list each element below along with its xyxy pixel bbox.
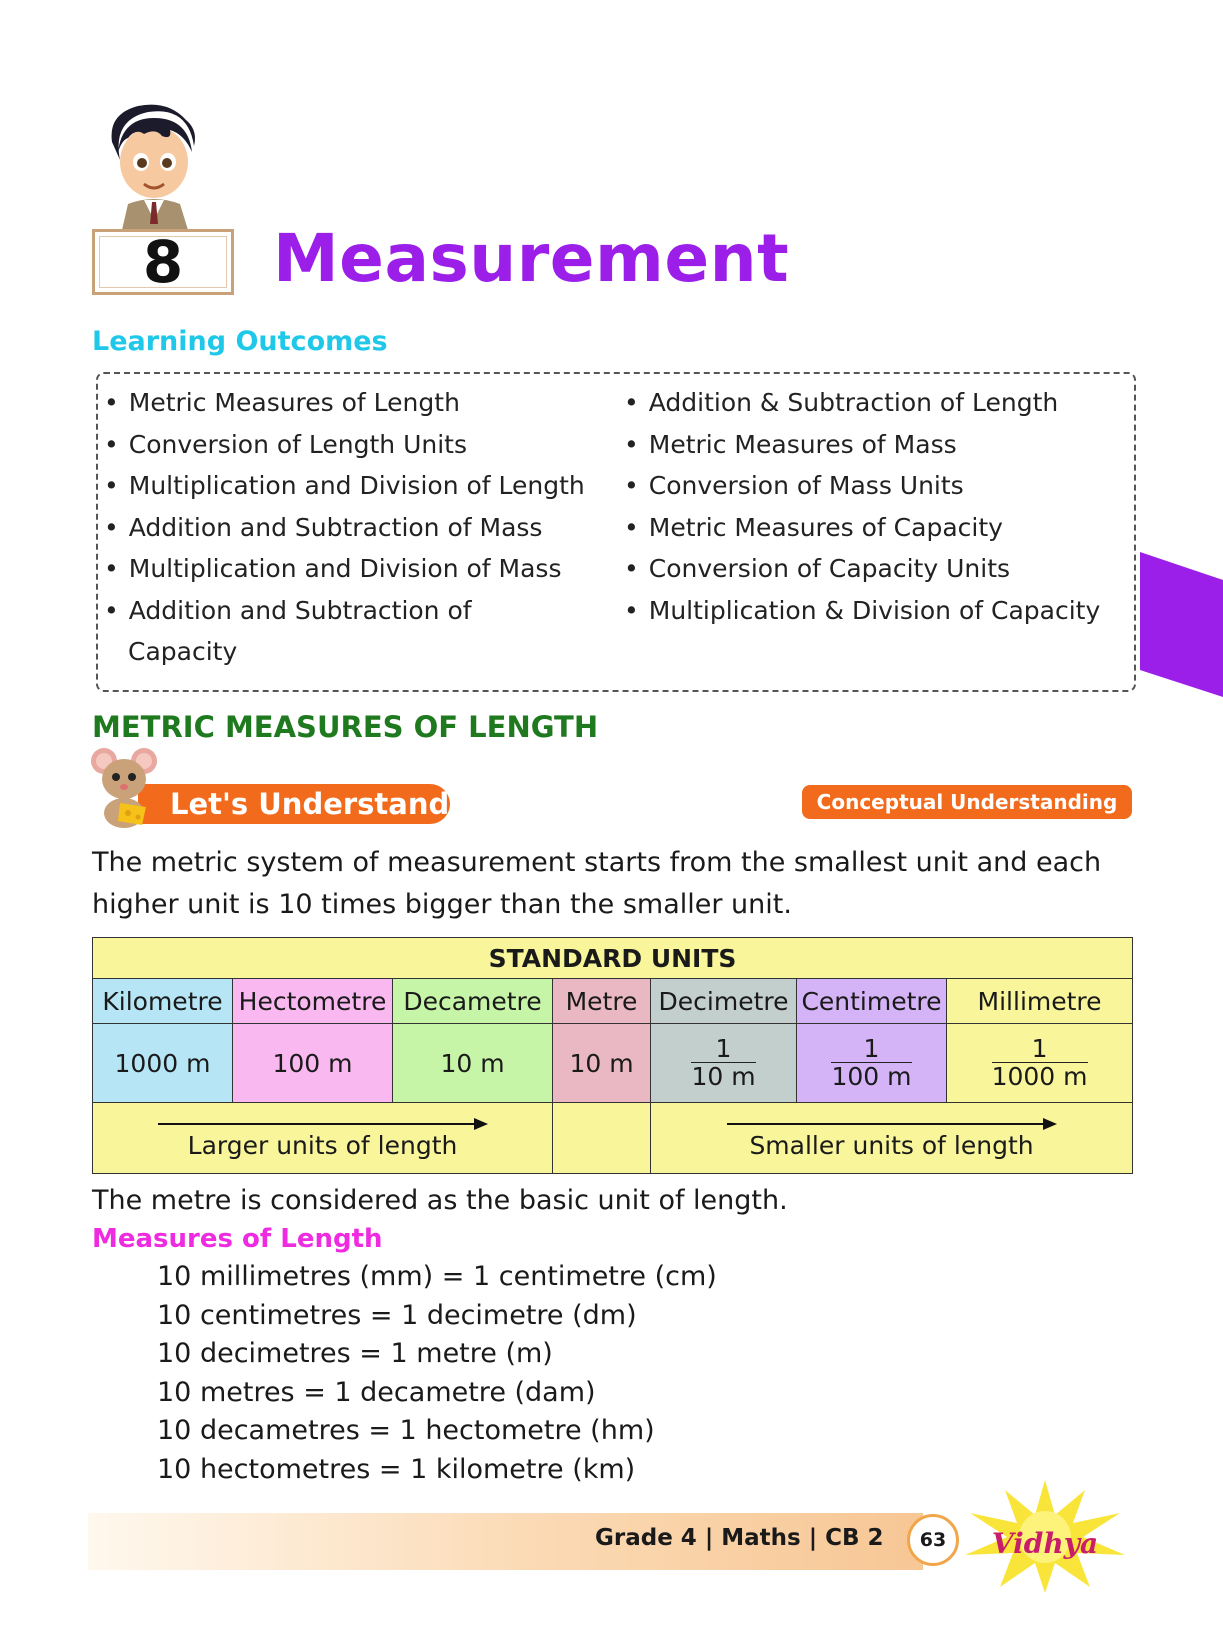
footer-text: Grade 4 | Maths | CB 2	[595, 1525, 884, 1551]
learning-outcomes-box	[96, 372, 1136, 692]
outcome-item: • Metric Measures of Capacity	[624, 507, 1100, 549]
outcome-item: • Multiplication and Division of Length	[104, 465, 585, 507]
outcome-item: • Addition & Subtraction of Length	[624, 382, 1100, 424]
unit-header-hectometre: Hectometre	[233, 979, 393, 1024]
right-arrow-icon	[158, 1117, 488, 1131]
fraction-numerator: 1	[992, 1035, 1088, 1063]
intro-paragraph: The metric system of measurement starts from the smallest unit and each higher unit is 10 times bigger than the smaller unit.	[92, 847, 1102, 920]
mouse-mascot-illustration	[90, 745, 158, 829]
outcome-item: • Addition and Subtraction of	[104, 590, 585, 632]
fraction	[992, 1035, 1088, 1090]
unit-value-metre: 10 m	[553, 1024, 651, 1103]
outcome-item: • Metric Measures of Length	[104, 382, 585, 424]
measure-item: 10 millimetres (mm) = 1 centimetre (cm)	[157, 1261, 717, 1292]
learning-outcomes-right-list	[624, 382, 1100, 631]
fraction-denominator: 100 m	[831, 1062, 912, 1091]
unit-header-millimetre: Millimetre	[947, 979, 1133, 1024]
logo-text: Vidhya	[991, 1527, 1099, 1560]
page-number: 63	[919, 1529, 947, 1551]
unit-value-kilometre: 1000 m	[93, 1024, 233, 1103]
outcome-item: • Conversion of Capacity Units	[624, 548, 1100, 590]
measures-list	[157, 1258, 717, 1489]
standard-units-table	[92, 937, 1133, 1174]
fraction-numerator: 1	[691, 1035, 755, 1063]
table-title: STANDARD UNITS	[93, 938, 1133, 979]
measures-heading: Measures of Length	[92, 1224, 383, 1254]
unit-header-decimetre: Decimetre	[651, 979, 797, 1024]
conceptual-understanding-badge: Conceptual Understanding	[802, 785, 1132, 819]
empty-cell	[553, 1103, 651, 1174]
lets-understand-banner: Let's Understand	[138, 784, 450, 824]
fraction-numerator: 1	[831, 1035, 911, 1063]
outcome-item: • Multiplication and Division of Mass	[104, 548, 585, 590]
unit-value-centimetre	[797, 1024, 947, 1103]
fraction	[691, 1035, 755, 1090]
measure-item: 10 decimetres = 1 metre (m)	[157, 1338, 553, 1369]
unit-header-metre: Metre	[553, 979, 651, 1024]
unit-value-hectometre: 100 m	[233, 1024, 393, 1103]
vidhya-logo	[955, 1475, 1135, 1595]
unit-header-decametre: Decametre	[393, 979, 553, 1024]
unit-header-kilometre: Kilometre	[93, 979, 233, 1024]
fraction	[831, 1035, 911, 1090]
larger-units-label: Larger units of length	[187, 1130, 458, 1160]
measure-item: 10 hectometres = 1 kilometre (km)	[157, 1453, 636, 1485]
outcome-item: • Conversion of Length Units	[104, 424, 585, 466]
section-title: METRIC MEASURES OF LENGTH	[92, 710, 599, 744]
measure-item: 10 metres = 1 decametre (dam)	[157, 1376, 596, 1408]
unit-value-decametre: 10 m	[393, 1024, 553, 1103]
unit-header-centimetre: Centimetre	[797, 979, 947, 1024]
outcome-item: • Addition and Subtraction of Mass	[104, 507, 585, 549]
smaller-units-cell	[651, 1103, 1133, 1174]
basic-unit-statement: The metre is considered as the basic unit of length.	[92, 1185, 788, 1216]
fraction-denominator: 1000 m	[991, 1062, 1088, 1091]
outcome-item: • Conversion of Mass Units	[624, 465, 1100, 507]
fraction-denominator: 10 m	[691, 1062, 756, 1091]
right-arrow-icon	[727, 1117, 1057, 1131]
smaller-units-label: Smaller units of length	[749, 1130, 1034, 1160]
unit-value-decimetre	[651, 1024, 797, 1103]
outcome-item-continuation: Capacity	[128, 637, 238, 666]
boy-mascot-illustration	[98, 100, 210, 230]
learning-outcomes-heading: Learning Outcomes	[92, 326, 388, 357]
unit-value-millimetre	[947, 1024, 1133, 1103]
measure-item: 10 decametres = 1 hectometre (hm)	[157, 1415, 655, 1446]
chapter-number-box	[92, 229, 234, 295]
outcome-item: • Multiplication & Division of Capacity	[624, 590, 1100, 632]
page-number-badge	[907, 1514, 959, 1566]
outcome-item: • Metric Measures of Mass	[624, 424, 1100, 466]
larger-units-cell	[93, 1103, 553, 1174]
chapter-title: Measurement	[273, 220, 790, 297]
side-tab-decoration	[1140, 552, 1223, 697]
measure-item: 10 centimetres = 1 decimetre (dm)	[157, 1299, 637, 1331]
chapter-number: 8	[142, 228, 184, 296]
learning-outcomes-left-list	[104, 382, 585, 673]
